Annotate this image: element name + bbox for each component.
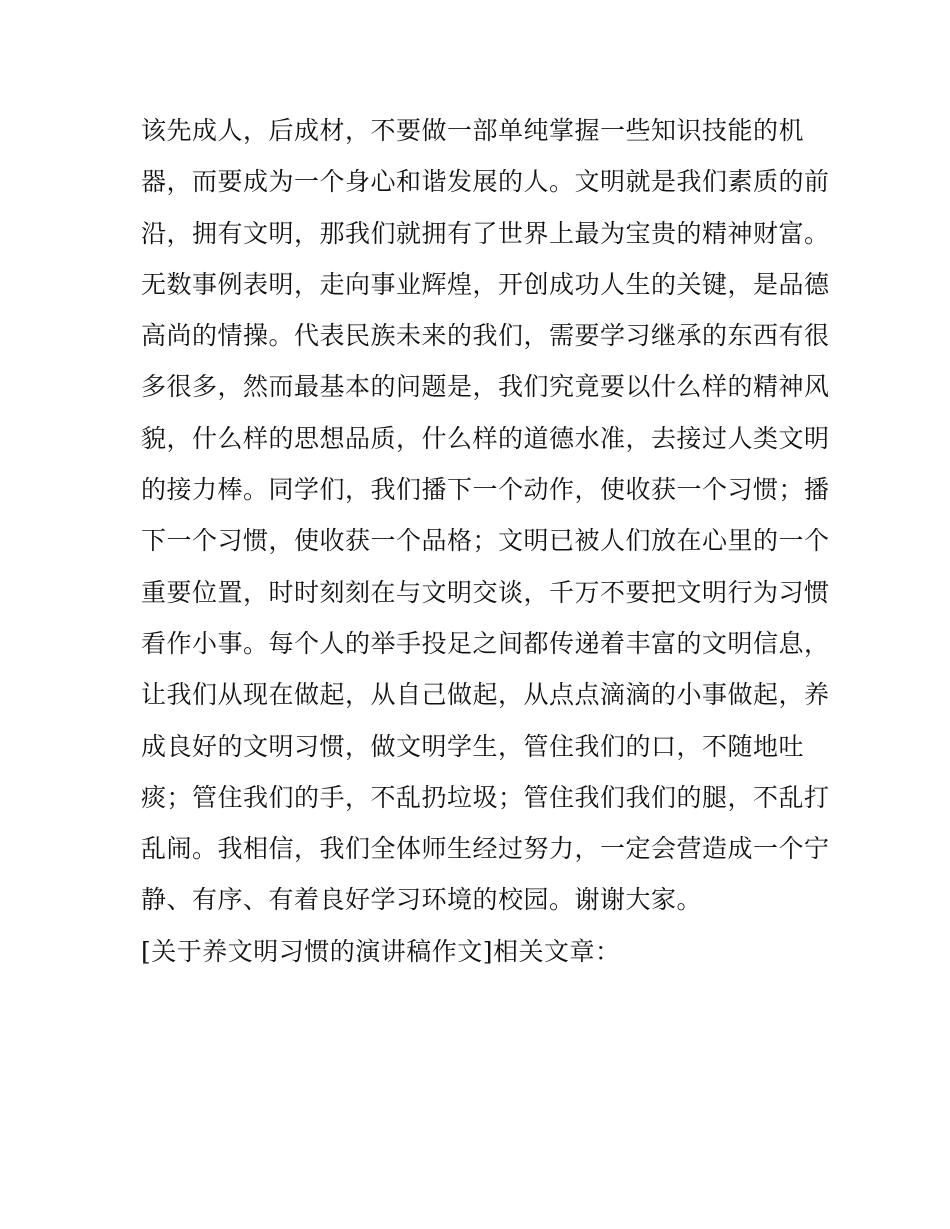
text-line-11: 看作小事。每个人的举手投足之间都传递着丰富的文明信息， [141,628,830,658]
text-line-1: 该先成人，后成材，不要做一部单纯掌握一些知识技能的机 [141,116,805,145]
text-line-14: 痰；管住我们的手，不乱扔垃圾；管住我们我们的腿，不乱打 [141,782,830,812]
text-line-2: 器，而要成为一个身心和谐发展的人。文明就是我们素质的前 [141,167,830,197]
body-text [141,108,830,980]
text-line-16: 静、有序、有着良好学习环境的校园。谢谢大家。 [141,885,703,915]
text-line-15: 乱闹。我相信，我们全体师生经过努力，一定会营造成一个宁 [141,834,830,864]
text-line-12: 让我们从现在做起，从自己做起，从点点滴滴的小事做起，养 [141,680,830,710]
text-line-9: 下一个习惯，使收获一个品格；文明已被人们放在心里的一个 [141,526,830,556]
text-line-4: 无数事例表明，走向事业辉煌，开创成功人生的关键，是品德 [141,269,830,299]
text-line-13: 成良好的文明习惯，做文明学生，管住我们的口，不随地吐 [141,731,805,761]
text-line-5: 高尚的情操。代表民族未来的我们，需要学习继承的东西有很 [141,321,830,351]
text-line-10: 重要位置，时时刻刻在与文明交谈，千万不要把文明行为习惯 [141,577,830,607]
text-line-7: 貌，什么样的思想品质，什么样的道德水准，去接过人类文明 [141,423,830,453]
related-articles-heading: [关于养文明习惯的演讲稿作文]相关文章： [141,936,621,966]
text-line-3: 沿，拥有文明，那我们就拥有了世界上最为宝贵的精神财富。 [141,218,830,248]
text-line-8: 的接力棒。同学们，我们播下一个动作，使收获一个习惯；播 [141,475,830,505]
text-line-6: 多很多，然而最基本的问题是，我们究竟要以什么样的精神风 [141,372,830,402]
